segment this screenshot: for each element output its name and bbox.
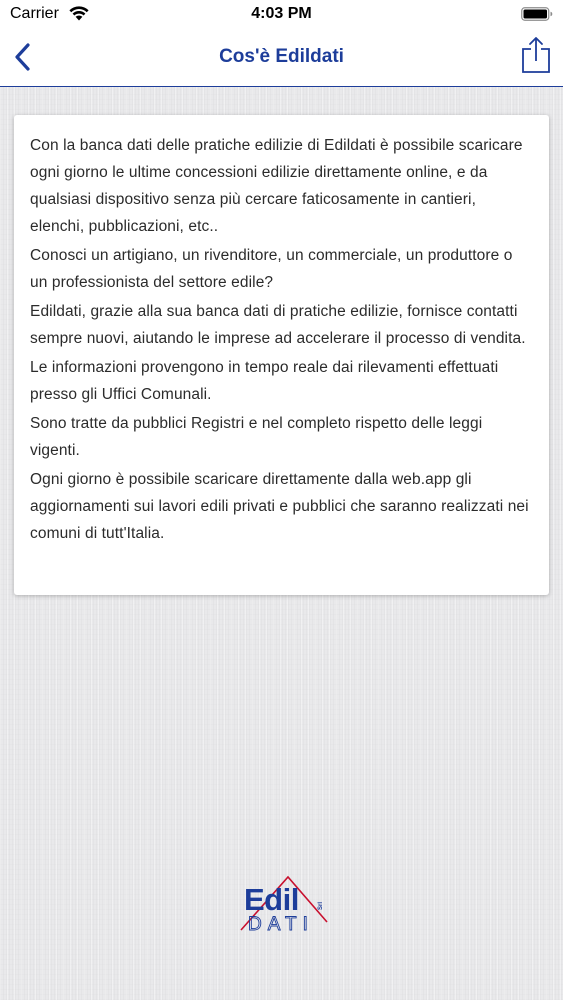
share-button[interactable] [521,36,551,74]
logo-suffix: Srl [318,901,324,910]
page-title: Cos'è Edildati [219,46,344,67]
logo-word-edil: Edil [244,882,299,917]
logo-word-dati: DATI [248,914,314,935]
carrier-label: Carrier [10,5,59,22]
battery-icon [521,7,553,21]
share-icon [521,36,551,74]
navigation-bar [0,30,563,87]
edildati-logo [238,874,330,936]
paragraph-intro: Con la banca dati delle pratiche edilizie di Edildati è possibile scaricare ogni giorno le ultime concessioni edilizie direttamente online, e da qualsiasi dispositivo senza più cercare faticosamente in cantieri, elenchi, pubblicazioni, etc.. [30,137,523,235]
paragraph-daily: Ogni giorno è possibile scaricare direttamente dalla web.app gli aggiornamenti sui lavori edili privati e pubblici che saranno realizzati nei comuni di tutt'Italia. [30,471,529,542]
paragraph-contacts: Edildati, grazie alla sua banca dati di pratiche edilizie, fornisce contatti sempre nuovi, aiutando le imprese ad accelerare il processo di vendita. [30,303,526,347]
paragraph-registry: Sono tratte da pubblici Registri e nel completo rispetto delle leggi vigenti. [30,415,483,459]
status-bar [0,0,563,30]
info-card [14,115,549,595]
paragraph-question: Conosci un artigiano, un rivenditore, un commerciale, un produttore o un professionista del settore edile? [30,247,513,291]
status-time: 4:03 PM [251,5,312,22]
paragraph-sources: Le informazioni provengono in tempo reale dai rilevamenti effettuati presso gli Uffici Comunali. [30,359,499,403]
